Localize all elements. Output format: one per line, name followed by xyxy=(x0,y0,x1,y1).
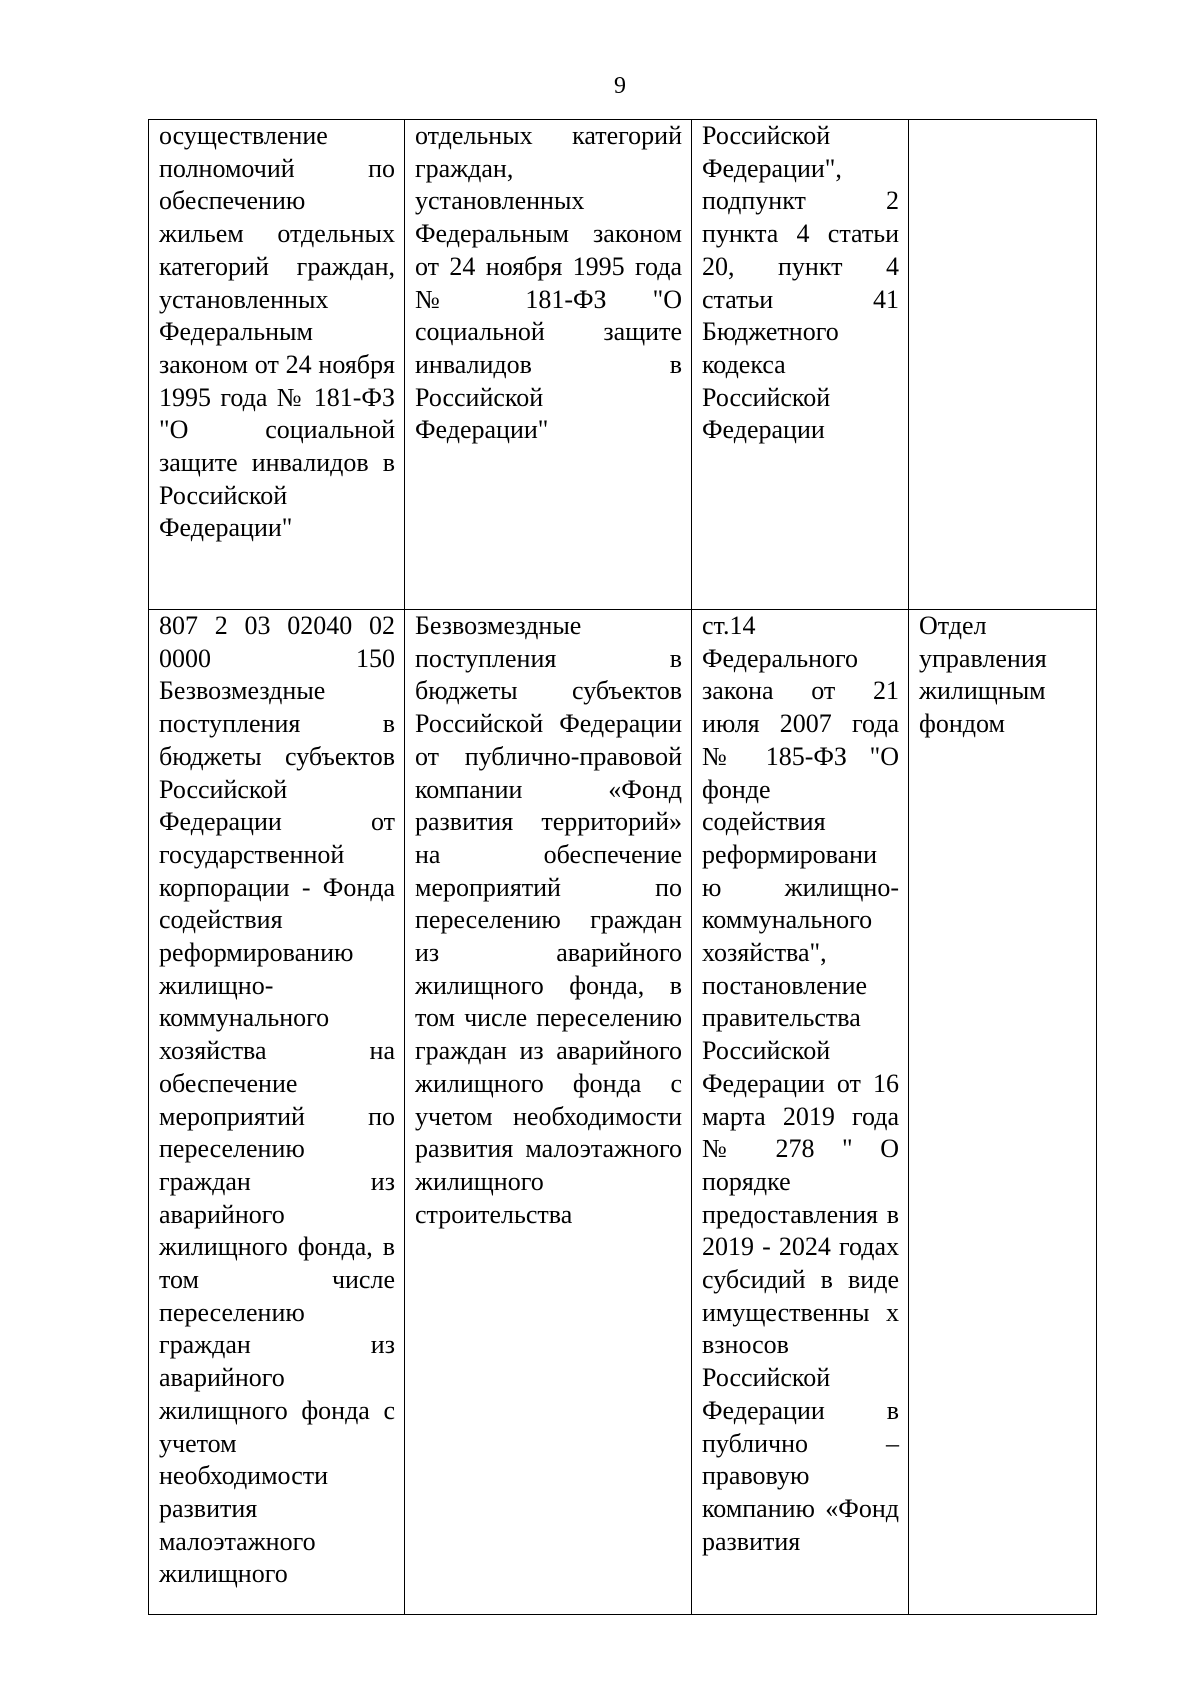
table-cell-description xyxy=(405,610,692,1615)
cell-text: Отдел управления жилищным фондом xyxy=(919,611,1047,739)
table-cell-description xyxy=(405,120,692,610)
table-cell-responsible xyxy=(909,120,1097,610)
table-cell-responsible xyxy=(909,610,1097,1615)
page-number: 9 xyxy=(614,73,626,99)
table-cell-income-code xyxy=(149,120,405,610)
table-cell-income-code xyxy=(149,610,405,1615)
table-row xyxy=(149,610,1097,1615)
cell-text: 807 2 03 02040 02 0000 150 Безвозмездные поступления в бюджеты субъектов Российской Федерации от государственной корпорации - Фонда содействия реформированию жилищно-коммунального хозяйства на обеспечение мероприятий по переселению граждан из аварийного жилищного фонда, в том числе переселению граждан из аварийного жилищного фонда с учетом необходимости развития малоэтажного жилищного xyxy=(159,611,395,1589)
cell-text: ст.14 Федерального закона от 21 июля 2007 года № 185-ФЗ "О фонде содействия реформировани ю жилищно-коммунального хозяйства", постановление правительства Российской Федерации от 16 марта 2019 года № 278 " О порядке предоставления в 2019 - 2024 годах субсидий в виде имущественны х взносов Российской Федерации в публично – правовую компанию «Фонд развития xyxy=(702,611,899,1556)
document-table xyxy=(148,119,1097,1615)
table-cell-legal-basis xyxy=(692,610,909,1615)
table-cell-legal-basis xyxy=(692,120,909,610)
cell-text: Российской Федерации", подпункт 2 пункта 4 статьи 20, пункт 4 статьи 41 Бюджетного кодекса Российской Федерации xyxy=(702,121,899,445)
cell-text: осуществление полномочий по обеспечению жильем отдельных категорий граждан, установленных Федеральным законом от 24 ноября 1995 года № 181-ФЗ "О социальной защите инвалидов в Российской Федерации" xyxy=(159,121,395,543)
cell-text: отдельных категорий граждан, установленных Федеральным законом от 24 ноября 1995 года № 181-ФЗ "О социальной защите инвалидов в Российской Федерации" xyxy=(415,121,682,445)
cell-text: Безвозмездные поступления в бюджеты субъектов Российской Федерации от публично-правовой компании «Фонд развития территорий» на обеспечение мероприятий по переселению граждан из аварийного жилищного фонда, в том числе переселению граждан из аварийного жилищного фонда с учетом необходимости развития малоэтажного жилищного строительства xyxy=(415,611,682,1229)
table-row xyxy=(149,120,1097,610)
